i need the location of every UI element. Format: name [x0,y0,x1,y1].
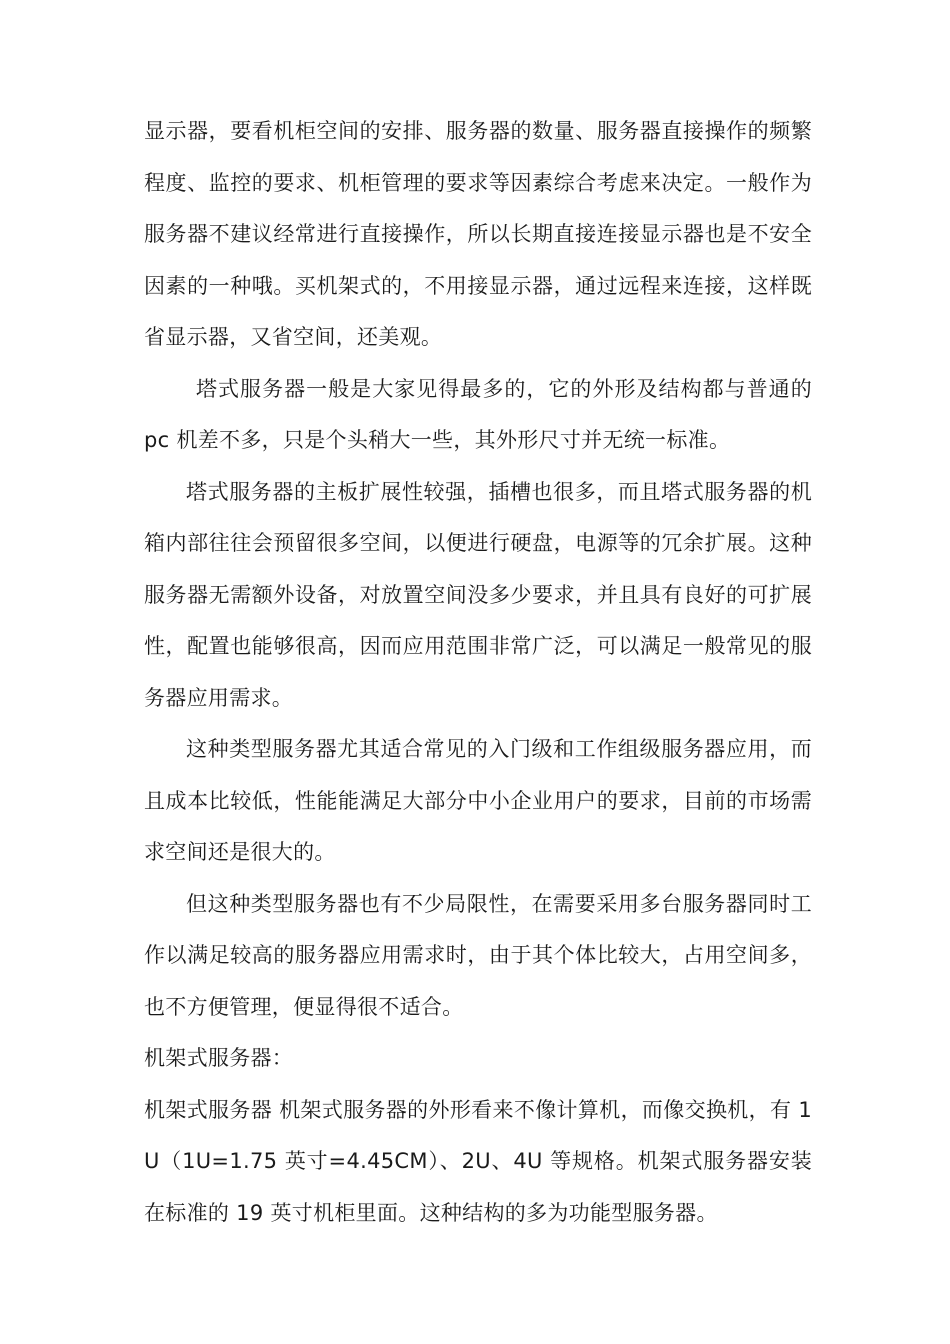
paragraph-tower-server-expansion: 塔式服务器的主板扩展性较强，插槽也很多，而且塔式服务器的机箱内部往往会预留很多空间，以便进行硬盘，电源等的冗余扩展。这种服务器无需额外设备，对放置空间没多少要求，并且具有良好的可扩展性，配置也能够很高，因而应用范围非常广泛，可以满足一般常见的服务器应用需求。 [144,479,812,710]
paragraph-tower-server-limitations: 但这种类型服务器也有不少局限性，在需要采用多台服务器同时工作以满足较高的服务器应用需求时，由于其个体比较大，占用空间多，也不方便管理，便显得很不适合。 [144,891,812,1019]
heading-rack-server: 机架式服务器： [144,1046,294,1070]
paragraph-tower-server-intro: 塔式服务器一般是大家见得最多的，它的外形及结构都与普通的 pc 机差不多，只是个头稍大一些，其外形尺寸并无统一标准。 [144,376,812,452]
document-body [144,106,812,1239]
paragraph-monitor-consideration: 显示器，要看机柜空间的安排、服务器的数量、服务器直接操作的频繁程度、监控的要求、机柜管理的要求等因素综合考虑来决定。一般作为服务器不建议经常进行直接操作，所以长期直接连接显示器也是不安全因素的一种哦。买机架式的，不用接显示器，通过远程来连接，这样既省显示器，又省空间，还美观。 [144,119,812,349]
paragraph-tower-server-suitability: 这种类型服务器尤其适合常见的入门级和工作组级服务器应用，而且成本比较低，性能能满足大部分中小企业用户的要求，目前的市场需求空间还是很大的。 [144,737,812,864]
paragraph-rack-server-description: 机架式服务器 机架式服务器的外形看来不像计算机，而像交换机，有 1U（1U=1.75 英寸=4.45CM）、2U、4U 等规格。机架式服务器安装在标准的 19 英寸机柜里面。这种结构的多为功能型服务器。 [144,1097,812,1225]
